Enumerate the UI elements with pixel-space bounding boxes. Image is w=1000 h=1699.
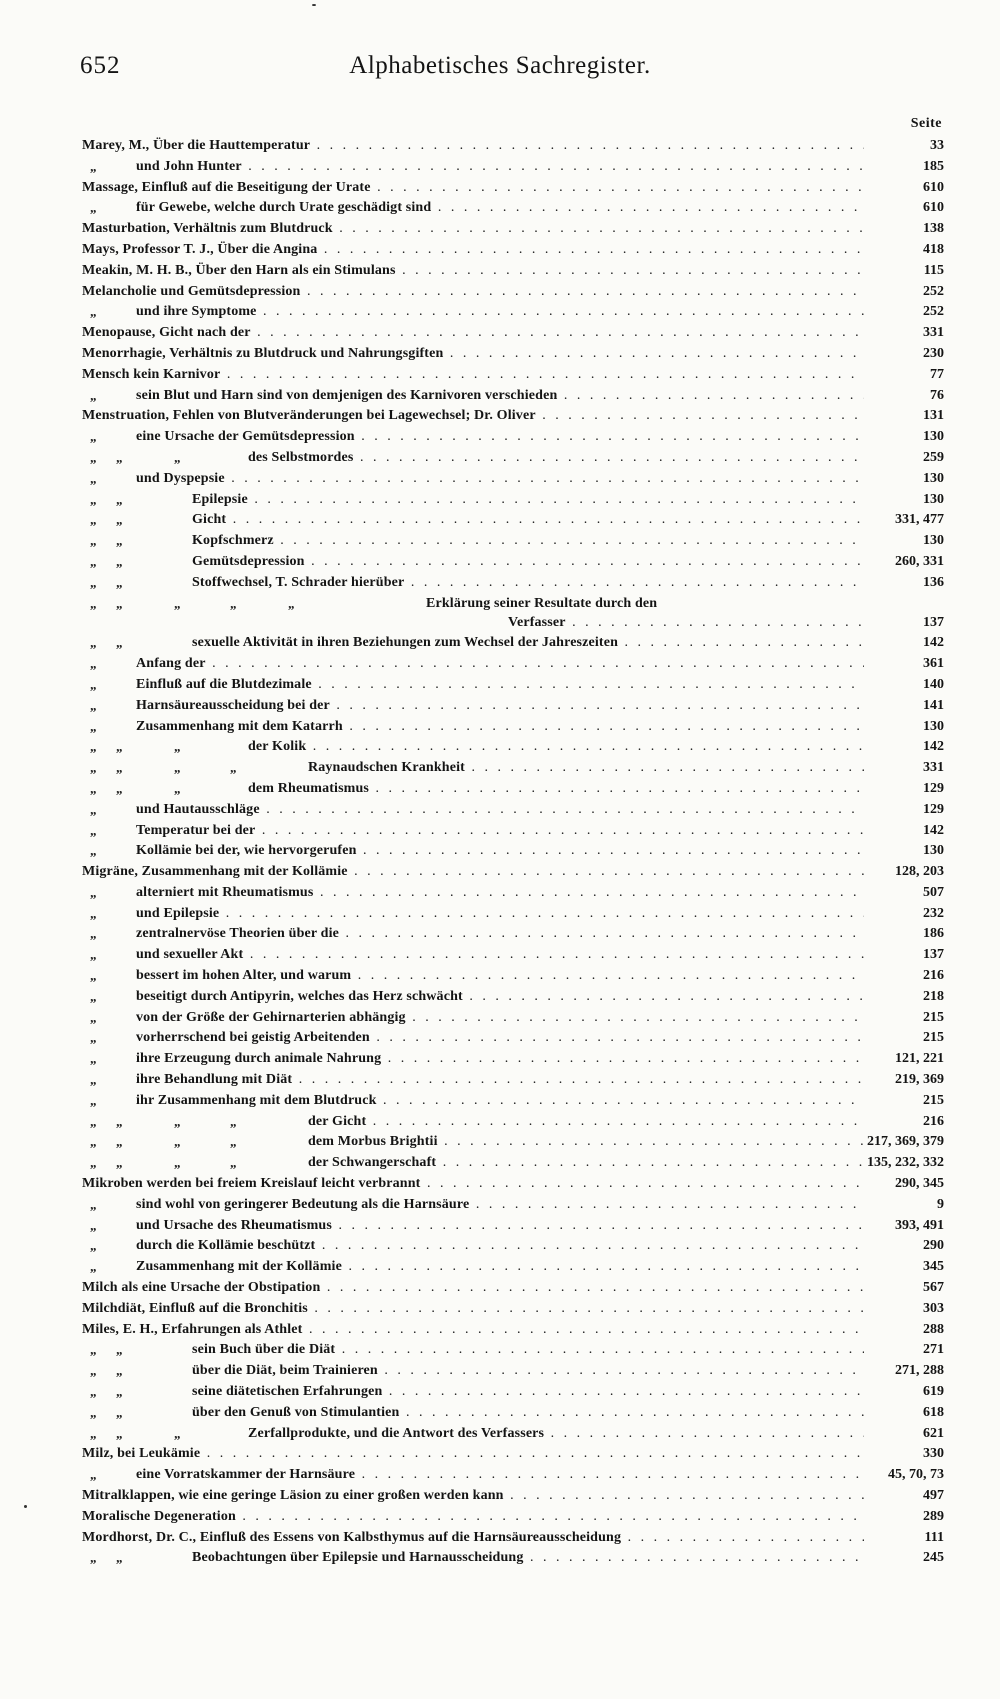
scan-speck [312, 4, 316, 6]
index-entry [82, 1320, 944, 1341]
entry-text: Milch als eine Ursache der Obstipation . . [82, 1278, 864, 1299]
ditto-mark: „ [116, 739, 123, 755]
ditto-mark: „ [90, 1155, 97, 1171]
entry-text: Mikroben werden bei freiem Kreislauf leicht verbrannt . . [82, 1174, 864, 1195]
ditto-mark: „ [90, 574, 97, 590]
index-entry [82, 613, 944, 634]
ditto-mark: „ [90, 595, 97, 611]
entry-text: Melancholie und Gemütsdepression . . [82, 282, 864, 303]
page-reference: 271 [923, 1342, 944, 1358]
page-reference: 45, 70, 73 [888, 1467, 944, 1483]
entry-text: sein Buch über die Diät . . [192, 1340, 864, 1361]
index-entry [82, 510, 944, 531]
ditto-mark: „ [90, 1404, 97, 1420]
index-entry [82, 675, 944, 696]
ditto-mark: „ [90, 676, 97, 692]
ditto-mark: „ [116, 1384, 123, 1400]
ditto-mark: „ [174, 1425, 181, 1441]
index-entry [82, 1008, 944, 1029]
entry-text: Temperatur bei der . . [136, 821, 864, 842]
ditto-mark: „ [90, 387, 97, 403]
page-reference: 218 [923, 988, 944, 1004]
index-entry [82, 219, 944, 240]
page-reference: 185 [923, 158, 944, 174]
ditto-mark: „ [90, 801, 97, 817]
entry-text: Beobachtungen über Epilepsie und Harnausscheidung . . [192, 1548, 864, 1569]
ditto-mark: „ [90, 470, 97, 486]
index-entry [82, 365, 944, 386]
index-entry [82, 573, 944, 594]
page-reference: 345 [923, 1259, 944, 1275]
ditto-mark: „ [90, 988, 97, 1004]
page-reference: 142 [923, 739, 944, 755]
ditto-mark: „ [174, 739, 181, 755]
ditto-mark: „ [116, 595, 123, 611]
entry-text: zentralnervöse Theorien über die . . [136, 924, 864, 945]
index-entry [82, 1195, 944, 1216]
index-entry [82, 406, 944, 427]
index-entry [82, 1465, 944, 1486]
entry-text: Gemütsdepression . . [192, 552, 864, 573]
index-entry [82, 282, 944, 303]
index-entry [82, 1444, 944, 1465]
ditto-mark: „ [90, 533, 97, 549]
entry-text: und sexueller Akt . . [136, 945, 864, 966]
index-entry [82, 1112, 944, 1133]
index-entry [82, 469, 944, 490]
ditto-mark: „ [90, 1217, 97, 1233]
entry-text: sein Blut und Harn sind von demjenigen des Karnivoren verschieden . . [136, 386, 864, 407]
page-reference: 215 [923, 1092, 944, 1108]
page-reference: 130 [923, 533, 944, 549]
index-entry [82, 1424, 944, 1445]
page-reference: 610 [923, 200, 944, 216]
ditto-mark: „ [90, 1425, 97, 1441]
page-reference: 217, 369, 379 [867, 1134, 944, 1150]
index-entry [82, 717, 944, 738]
page-reference: 567 [923, 1280, 944, 1296]
entry-text: Raynaudschen Krankheit . . [308, 758, 864, 779]
entry-text: und Ursache des Rheumatismus . . [136, 1216, 864, 1237]
index-entry [82, 737, 944, 758]
ditto-mark: „ [230, 595, 237, 611]
index-entry [82, 1216, 944, 1237]
entry-text: und John Hunter . . [136, 157, 864, 178]
ditto-mark: „ [90, 1051, 97, 1067]
ditto-mark: „ [230, 1134, 237, 1150]
page-reference: 216 [923, 968, 944, 984]
ditto-mark: „ [116, 449, 123, 465]
entry-text: Milchdiät, Einfluß auf die Bronchitis . . [82, 1299, 864, 1320]
ditto-mark: „ [174, 1155, 181, 1171]
ditto-mark: „ [90, 1384, 97, 1400]
ditto-mark: „ [116, 574, 123, 590]
index-entry [82, 1049, 944, 1070]
scan-speck [24, 1505, 27, 1508]
page-reference: 288 [923, 1321, 944, 1337]
ditto-mark: „ [116, 553, 123, 569]
index-entry [82, 800, 944, 821]
index-entry [82, 924, 944, 945]
page-reference: 610 [923, 179, 944, 195]
page-reference: 130 [923, 429, 944, 445]
index-entry [82, 966, 944, 987]
entry-text: Miles, E. H., Erfahrungen als Athlet . . [82, 1320, 864, 1341]
entry-text: der Schwangerschaft . . [308, 1153, 864, 1174]
entry-text: Meakin, M. H. B., Über den Harn als ein Stimulans . . [82, 261, 864, 282]
index-entry [82, 821, 944, 842]
entry-text: und ihre Symptome . . [136, 302, 864, 323]
entry-text: eine Ursache der Gemütsdepression . . [136, 427, 864, 448]
entry-text: und Epilepsie . . [136, 904, 864, 925]
entry-text: Verfasser . . [508, 613, 864, 634]
index-entry [82, 696, 944, 717]
entry-text: Harnsäureausscheidung bei der . . [136, 696, 864, 717]
entry-text: von der Größe der Gehirnarterien abhängig . . [136, 1008, 864, 1029]
page-reference: 331, 477 [895, 512, 944, 528]
page-reference: 259 [923, 449, 944, 465]
index-entry [82, 633, 944, 654]
index-entry [82, 490, 944, 511]
ditto-mark: „ [230, 1155, 237, 1171]
index-entry [82, 344, 944, 365]
ditto-mark: „ [90, 968, 97, 984]
ditto-mark: „ [90, 449, 97, 465]
page-reference: 497 [923, 1488, 944, 1503]
ditto-mark: „ [116, 533, 123, 549]
index-entry [82, 1382, 944, 1403]
index-entry [82, 198, 944, 219]
ditto-mark: „ [174, 449, 181, 465]
ditto-mark: „ [90, 1072, 97, 1088]
entry-text: alterniert mit Rheumatismus . . [136, 883, 864, 904]
ditto-mark: „ [90, 1030, 97, 1046]
ditto-mark: „ [90, 1092, 97, 1108]
ditto-mark: „ [230, 760, 237, 776]
page-reference: 621 [923, 1425, 944, 1441]
entry-text: Zusammenhang mit der Kollämie . . [136, 1257, 864, 1278]
page-reference: 303 [923, 1300, 944, 1316]
entry-text: vorherrschend bei geistig Arbeitenden . . [136, 1028, 864, 1049]
entry-text: Mensch kein Karnivor . . [82, 365, 864, 386]
ditto-mark: „ [90, 822, 97, 838]
entry-text: Erklärung seiner Resultate durch den [426, 595, 658, 611]
ditto-mark: „ [116, 491, 123, 507]
entry-text: Mordhorst, Dr. C., Einfluß des Essens von Kalbsthymus auf die Harnsäureausscheidung . . [82, 1528, 864, 1549]
entry-text: eine Vorratskammer der Harnsäure . . [136, 1465, 864, 1486]
ditto-mark: „ [116, 1363, 123, 1379]
entry-text: Kopfschmerz . . [192, 531, 864, 552]
ditto-mark: „ [90, 656, 97, 672]
page-reference: 290, 345 [895, 1176, 944, 1192]
entry-text: über den Genuß von Stimulantien . . [192, 1403, 864, 1424]
ditto-mark: „ [90, 635, 97, 651]
entry-text: seine diätetischen Erfahrungen . . [192, 1382, 864, 1403]
index-entry [82, 531, 944, 552]
index-entry [82, 1299, 944, 1320]
entry-text: Epilepsie . . [192, 490, 864, 511]
page-reference: 121, 221 [895, 1051, 944, 1067]
entry-text: bessert im hohen Alter, und warum . . [136, 966, 864, 987]
page-reference: 115 [923, 262, 944, 278]
page-reference: 111 [924, 1529, 944, 1545]
page-reference: 252 [923, 283, 944, 299]
index-entry [82, 987, 944, 1008]
index-entry [82, 1153, 944, 1174]
ditto-mark: „ [174, 1134, 181, 1150]
ditto-mark: „ [174, 595, 181, 611]
entry-text: Einfluß auf die Blutdezimale . . [136, 675, 864, 696]
page-reference: 140 [923, 676, 944, 692]
entry-text: der Gicht . . [308, 1112, 864, 1133]
page-reference: 137 [923, 947, 944, 963]
entry-text: und Dyspepsie . . [136, 469, 864, 490]
index-entry [82, 1361, 944, 1382]
page-reference: 129 [923, 780, 944, 796]
page-reference: 142 [923, 635, 944, 651]
entry-text: Mitralklappen, wie eine geringe Läsion zu einer großen werden kann . . [82, 1486, 864, 1507]
page-reference: 418 [923, 241, 944, 257]
page-reference: 77 [930, 366, 944, 382]
ditto-mark: „ [90, 158, 97, 174]
page-reference: 216 [923, 1113, 944, 1129]
page-reference: 232 [923, 905, 944, 921]
ditto-mark: „ [90, 512, 97, 528]
index-entry [82, 1528, 944, 1549]
ditto-mark: „ [116, 760, 123, 776]
page-reference: 76 [930, 387, 944, 403]
page-reference: 507 [923, 884, 944, 900]
ditto-mark: „ [90, 697, 97, 713]
index-entry [82, 1174, 944, 1195]
index-entry [82, 904, 944, 925]
index-entry [82, 1028, 944, 1049]
ditto-mark: „ [174, 780, 181, 796]
index-entry [82, 157, 944, 178]
ditto-mark: „ [174, 1113, 181, 1129]
ditto-mark: „ [90, 1134, 97, 1150]
page-reference: 331 [923, 325, 944, 341]
entry-text: und Hautausschläge . . [136, 800, 864, 821]
index-entry [82, 1403, 944, 1424]
page-reference: 9 [937, 1196, 944, 1212]
page-reference: 618 [923, 1404, 944, 1420]
index-entry [82, 1340, 944, 1361]
page-reference: 619 [923, 1384, 944, 1400]
entry-text: für Gewebe, welche durch Urate geschädigt sind . . [136, 198, 864, 219]
page-reference: 290 [923, 1238, 944, 1254]
entry-text: Moralische Degeneration . . [82, 1507, 864, 1528]
entry-text: dem Rheumatismus . . [248, 779, 864, 800]
ditto-mark: „ [174, 760, 181, 776]
page-reference: 33 [930, 138, 944, 153]
entry-text: Stoffwechsel, T. Schrader hierüber . . [192, 573, 864, 594]
index-entry [82, 1132, 944, 1153]
ditto-mark: „ [90, 1342, 97, 1358]
index-entry [82, 779, 944, 800]
index-entry [82, 945, 944, 966]
running-title: Alphabetisches Sachregister. [349, 52, 651, 79]
ditto-mark: „ [90, 1196, 97, 1212]
ditto-mark: „ [90, 553, 97, 569]
index-entry [82, 302, 944, 323]
entry-text: Marey, M., Über die Hauttemperatur . . [82, 136, 864, 157]
ditto-mark: „ [90, 491, 97, 507]
page-reference: 136 [923, 574, 944, 590]
ditto-mark: „ [90, 739, 97, 755]
page-reference: 361 [923, 656, 944, 672]
page-reference: 271, 288 [895, 1363, 944, 1379]
page-number: 652 [80, 52, 121, 79]
ditto-mark: „ [90, 1009, 97, 1025]
entry-text: der Kolik . . [248, 737, 864, 758]
ditto-mark: „ [116, 512, 123, 528]
page-reference: 289 [923, 1508, 944, 1524]
entry-text: Massage, Einfluß auf die Beseitigung der Urate . . [82, 178, 864, 199]
index-entry [82, 862, 944, 883]
page-reference: 141 [923, 697, 944, 713]
index-entry [82, 883, 944, 904]
index-entry [82, 240, 944, 261]
page-reference: 331 [923, 760, 944, 776]
entry-text: ihr Zusammenhang mit dem Blutdruck . . [136, 1091, 864, 1112]
ditto-mark: „ [288, 595, 295, 611]
page-reference: 215 [923, 1009, 944, 1025]
index-entry [82, 1091, 944, 1112]
ditto-mark: „ [90, 304, 97, 320]
index-entry [82, 1486, 944, 1507]
page-reference: 130 [923, 718, 944, 734]
index-entry [82, 448, 944, 469]
index-entry [82, 136, 944, 157]
index-list [82, 136, 944, 1569]
entry-text: ihre Behandlung mit Diät . . [136, 1070, 864, 1091]
index-entry [82, 841, 944, 862]
entry-text: des Selbstmordes . . [248, 448, 864, 469]
entry-text: Zerfallprodukte, und die Antwort des Verfassers . . [248, 1424, 864, 1445]
ditto-mark: „ [116, 1134, 123, 1150]
page-reference: 129 [923, 801, 944, 817]
index-entry [82, 654, 944, 675]
ditto-mark: „ [90, 780, 97, 796]
page-reference: 131 [923, 408, 944, 424]
page-reference: 393, 491 [895, 1217, 944, 1233]
pages-column-heading: Seite [910, 116, 942, 131]
index-entry [82, 1257, 944, 1278]
ditto-mark: „ [230, 1113, 237, 1129]
index-entry [82, 758, 944, 779]
page-reference: 245 [923, 1550, 944, 1566]
ditto-mark: „ [116, 635, 123, 651]
index-entry [82, 1507, 944, 1528]
index-entry [82, 178, 944, 199]
page-reference: 230 [923, 345, 944, 361]
entry-text: Anfang der . . [136, 654, 864, 675]
ditto-mark: „ [90, 1259, 97, 1275]
ditto-mark: „ [90, 926, 97, 942]
ditto-mark: „ [116, 1425, 123, 1441]
index-entry [82, 261, 944, 282]
ditto-mark: „ [116, 1550, 123, 1566]
entry-text: Mays, Professor T. J., Über die Angina . . [82, 240, 864, 261]
page-reference: 260, 331 [895, 553, 944, 569]
index-entry [82, 1236, 944, 1257]
index-entry [82, 1278, 944, 1299]
page-reference: 330 [923, 1446, 944, 1462]
page-reference: 137 [923, 614, 944, 630]
entry-text: dem Morbus Brightii . . [308, 1132, 864, 1153]
ditto-mark: „ [116, 780, 123, 796]
ditto-mark: „ [90, 1113, 97, 1129]
page-reference: 142 [923, 822, 944, 838]
entry-text: Kollämie bei der, wie hervorgerufen . . [136, 841, 864, 862]
page-reference: 128, 203 [895, 864, 944, 880]
page-reference: 135, 232, 332 [867, 1155, 944, 1171]
entry-text: Milz, bei Leukämie . . [82, 1444, 864, 1465]
ditto-mark: „ [90, 1238, 97, 1254]
entry-text: sind wohl von geringerer Bedeutung als die Harnsäure . . [136, 1195, 864, 1216]
entry-text: Masturbation, Verhältnis zum Blutdruck . . [82, 219, 864, 240]
index-entry [82, 386, 944, 407]
index-entry [82, 323, 944, 344]
ditto-mark: „ [90, 947, 97, 963]
ditto-mark: „ [116, 1155, 123, 1171]
ditto-mark: „ [90, 1363, 97, 1379]
entry-text: sexuelle Aktivität in ihren Beziehungen zum Wechsel der Jahreszeiten . . [192, 633, 864, 654]
ditto-mark: „ [90, 884, 97, 900]
ditto-mark: „ [116, 1113, 123, 1129]
index-entry [82, 1070, 944, 1091]
index-entry [82, 1548, 944, 1569]
ditto-mark: „ [90, 200, 97, 216]
entry-text: Gicht . . [192, 510, 864, 531]
page-reference: 215 [923, 1030, 944, 1046]
entry-text: ihre Erzeugung durch animale Nahrung . . [136, 1049, 864, 1070]
page-reference: 130 [923, 491, 944, 507]
ditto-mark: „ [116, 1404, 123, 1420]
page-reference: 138 [923, 221, 944, 237]
entry-text: durch die Kollämie beschützt . . [136, 1236, 864, 1257]
index-entry [82, 427, 944, 448]
index-entry [82, 594, 944, 613]
ditto-mark: „ [90, 843, 97, 859]
page-reference: 186 [923, 926, 944, 942]
index-entry [82, 552, 944, 573]
ditto-mark: „ [116, 1342, 123, 1358]
ditto-mark: „ [90, 1467, 97, 1483]
ditto-mark: „ [90, 760, 97, 776]
page-reference: 252 [923, 304, 944, 320]
ditto-mark: „ [90, 429, 97, 445]
entry-text: Menorrhagie, Verhältnis zu Blutdruck und Nahrungsgiften . . [82, 344, 864, 365]
entry-text: Zusammenhang mit dem Katarrh . . [136, 717, 864, 738]
page-reference: 130 [923, 843, 944, 859]
ditto-mark: „ [90, 1550, 97, 1566]
ditto-mark: „ [90, 905, 97, 921]
ditto-mark: „ [90, 718, 97, 734]
entry-text: Migräne, Zusammenhang mit der Kollämie . . [82, 862, 864, 883]
entry-text: beseitigt durch Antipyrin, welches das Herz schwächt . . [136, 987, 864, 1008]
page-header [0, 52, 1000, 96]
page-reference: 219, 369 [895, 1072, 944, 1088]
entry-text: Menstruation, Fehlen von Blutveränderungen bei Lagewechsel; Dr. Oliver . . [82, 406, 864, 427]
page-reference: 130 [923, 470, 944, 486]
entry-text: über die Diät, beim Trainieren . . [192, 1361, 864, 1382]
entry-text: Menopause, Gicht nach der . . [82, 323, 864, 344]
